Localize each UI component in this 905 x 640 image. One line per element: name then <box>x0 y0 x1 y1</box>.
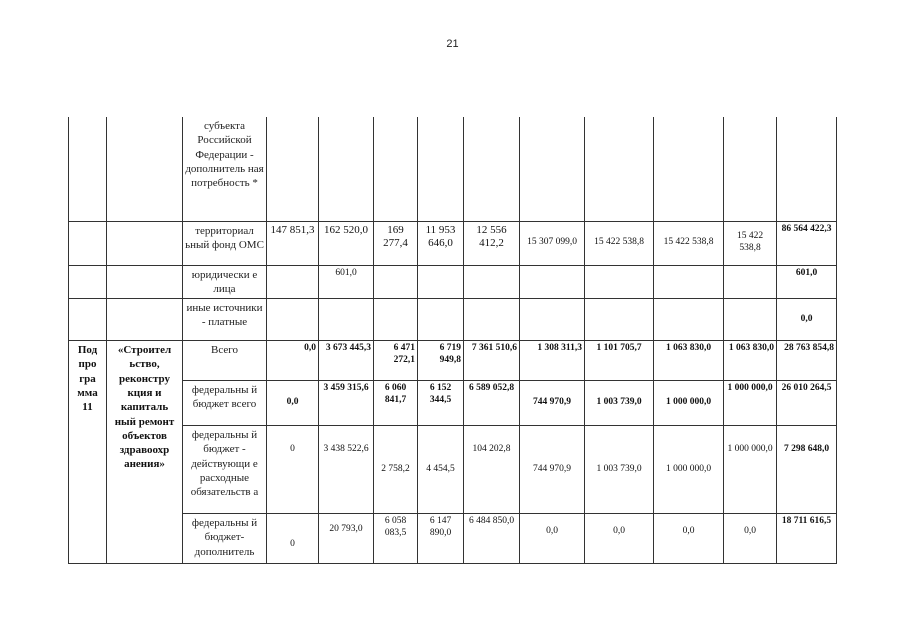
value-cell: 147 851,3 <box>267 221 319 265</box>
value-cell: 0 <box>267 426 319 514</box>
page-number: 21 <box>446 38 459 50</box>
value-cell: 20 793,0 <box>319 514 374 564</box>
value-cell: 15 307 099,0 <box>520 221 585 265</box>
value-cell: 4 454,5 <box>418 426 464 514</box>
table-row-subject-additional <box>69 117 837 221</box>
value-cell: 0,0 <box>267 341 319 381</box>
value-cell: 1 063 830,0 <box>724 341 777 381</box>
value-cell: 1 003 739,0 <box>585 381 654 426</box>
value-cell: 1 000 000,0 <box>654 381 724 426</box>
value-cell: 0,0 <box>654 514 724 564</box>
source-cell: юридически е лица <box>183 265 267 299</box>
value-cell: 1 000 000,0 <box>724 381 777 426</box>
value-cell: 6 058 083,5 <box>374 514 418 564</box>
source-cell: Всего <box>183 341 267 381</box>
program-name: «Строител ьство, реконстру кция и капиталь ный ремонт объектов здравоохр анения» <box>107 341 183 564</box>
total-cell: 601,0 <box>777 265 837 299</box>
value-cell: 0,0 <box>267 381 319 426</box>
value-cell: 1 000 000,0 <box>654 426 724 514</box>
value-cell: 1 063 830,0 <box>654 341 724 381</box>
total-cell: 18 711 616,5 <box>777 514 837 564</box>
value-cell: 0,0 <box>520 514 585 564</box>
value-cell: 11 953 646,0 <box>418 221 464 265</box>
value-cell: 3 438 522,6 <box>319 426 374 514</box>
total-cell: 0,0 <box>777 299 837 341</box>
value-cell: 15 422 538,8 <box>585 221 654 265</box>
total-cell: 28 763 854,8 <box>777 341 837 381</box>
value-cell: 2 758,2 <box>374 426 418 514</box>
value-cell: 6 719 949,8 <box>418 341 464 381</box>
table-row-federal-budget <box>69 381 837 426</box>
value-cell: 0,0 <box>724 514 777 564</box>
value-cell: 104 202,8 <box>464 426 520 514</box>
value-cell: 601,0 <box>319 265 374 299</box>
value-cell: 3 459 315,6 <box>319 381 374 426</box>
value-cell: 169 277,4 <box>374 221 418 265</box>
value-cell: 1 000 000,0 <box>724 426 777 514</box>
source-cell: субъекта Российской Федерации - дополнитель ная потребность * <box>183 117 267 221</box>
value-cell: 15 422 538,8 <box>654 221 724 265</box>
value-cell: 6 589 052,8 <box>464 381 520 426</box>
value-cell: 744 970,9 <box>520 381 585 426</box>
value-cell: 1 003 739,0 <box>585 426 654 514</box>
value-cell: 0 <box>267 514 319 564</box>
value-cell: 0,0 <box>585 514 654 564</box>
program-code-cell <box>69 117 107 221</box>
table-row-legal-entities <box>69 265 837 299</box>
value-cell: 7 361 510,6 <box>464 341 520 381</box>
source-cell: федеральны й бюджет - действующи е расходные обязательств а <box>183 426 267 514</box>
table-row-tfoms <box>69 221 837 265</box>
source-cell: федеральны й бюджет всего <box>183 381 267 426</box>
total-cell: 7 298 648,0 <box>777 426 837 514</box>
total-cell: 26 010 264,5 <box>777 381 837 426</box>
value-cell: 6 060 841,7 <box>374 381 418 426</box>
program-name-cell <box>107 117 183 221</box>
total-cell: 86 564 422,3 <box>777 221 837 265</box>
value-cell: 6 152 344,5 <box>418 381 464 426</box>
value-cell: 6 471 272,1 <box>374 341 418 381</box>
value-cell: 6 484 850,0 <box>464 514 520 564</box>
value-cell: 12 556 412,2 <box>464 221 520 265</box>
budget-table <box>68 117 837 564</box>
source-cell: территориал ьный фонд ОМС <box>183 221 267 265</box>
value-cell: 744 970,9 <box>520 426 585 514</box>
value-cell: 1 308 311,3 <box>520 341 585 381</box>
source-cell: иные источники - платные <box>183 299 267 341</box>
value-cell: 3 673 445,3 <box>319 341 374 381</box>
value-cell: 162 520,0 <box>319 221 374 265</box>
table-row-other-sources <box>69 299 837 341</box>
value-cell: 1 101 705,7 <box>585 341 654 381</box>
table-row-federal-current <box>69 426 837 514</box>
source-cell: федеральны й бюджет- дополнитель <box>183 514 267 564</box>
program-code: Под про гра мма 11 <box>69 341 107 564</box>
value-cell: 15 422 538,8 <box>724 221 777 265</box>
table-row-total <box>69 341 837 381</box>
value-cell: 6 147 890,0 <box>418 514 464 564</box>
table-row-federal-additional <box>69 514 837 564</box>
